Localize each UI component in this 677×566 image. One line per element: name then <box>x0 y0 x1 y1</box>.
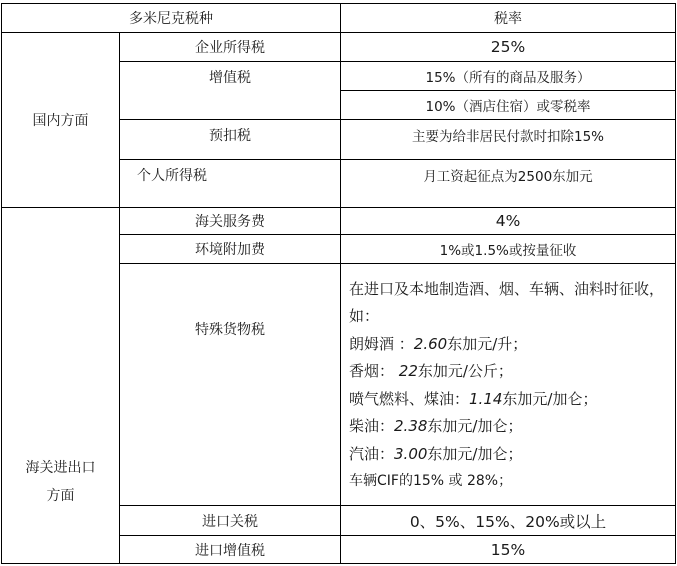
header-tax-type: 多米尼克税种 <box>2 4 341 33</box>
list-item: 朗姆酒 ：2.60东加元/升； <box>349 334 528 353</box>
tax-name: 进口增值税 <box>120 536 341 564</box>
table-row <box>2 208 676 235</box>
tax-rate: 15% <box>341 536 676 564</box>
tax-rate: 10%（酒店住宿）或零税率 <box>341 91 676 120</box>
tax-rate: 4% <box>341 208 676 235</box>
special-intro: 在进口及本地制造酒、烟、车辆、油料时征收，如： <box>349 279 665 325</box>
tax-name: 特殊货物税 <box>120 264 341 506</box>
tax-table <box>1 3 676 564</box>
list-item: 车辆CIF的15% 或 28%； <box>349 473 513 489</box>
tax-name: 预扣税 <box>120 120 341 160</box>
list-item: 香烟： 22东加元/公斤； <box>349 362 513 380</box>
table-row <box>2 33 676 62</box>
customs-label-line: 方面 <box>46 488 75 504</box>
header-rate: 税率 <box>341 4 676 33</box>
tax-name: 海关服务费 <box>120 208 341 235</box>
tax-rate: 1%或1.5%或按量征收 <box>341 235 676 264</box>
tax-rate: 0、5%、15%、20%或以上 <box>341 506 676 536</box>
list-item: 汽油：3.00东加元/加仑； <box>349 444 523 463</box>
tax-rate: 月工资起征点为2500东加元 <box>341 160 676 208</box>
tax-name: 进口关税 <box>120 506 341 536</box>
tax-name: 增值税 <box>120 62 341 120</box>
domestic-label: 国内方面 <box>2 33 120 208</box>
tax-name: 个人所得税 <box>120 160 341 208</box>
list-item: 喷气燃料、煤油：1.14东加元/加仑； <box>349 389 598 408</box>
tax-name: 企业所得税 <box>120 33 341 62</box>
special-goods-detail <box>341 264 676 506</box>
tax-rate: 15%（所有的商品及服务） <box>341 62 676 91</box>
tax-rate: 25% <box>341 33 676 62</box>
header-row <box>2 4 676 33</box>
customs-label <box>2 208 120 564</box>
tax-rate: 主要为给非居民付款时扣除15% <box>341 120 676 160</box>
tax-name: 环境附加费 <box>120 235 341 264</box>
list-item: 柴油：2.38东加元/加仑； <box>349 417 523 435</box>
customs-label-line: 海关进出口 <box>25 460 96 476</box>
